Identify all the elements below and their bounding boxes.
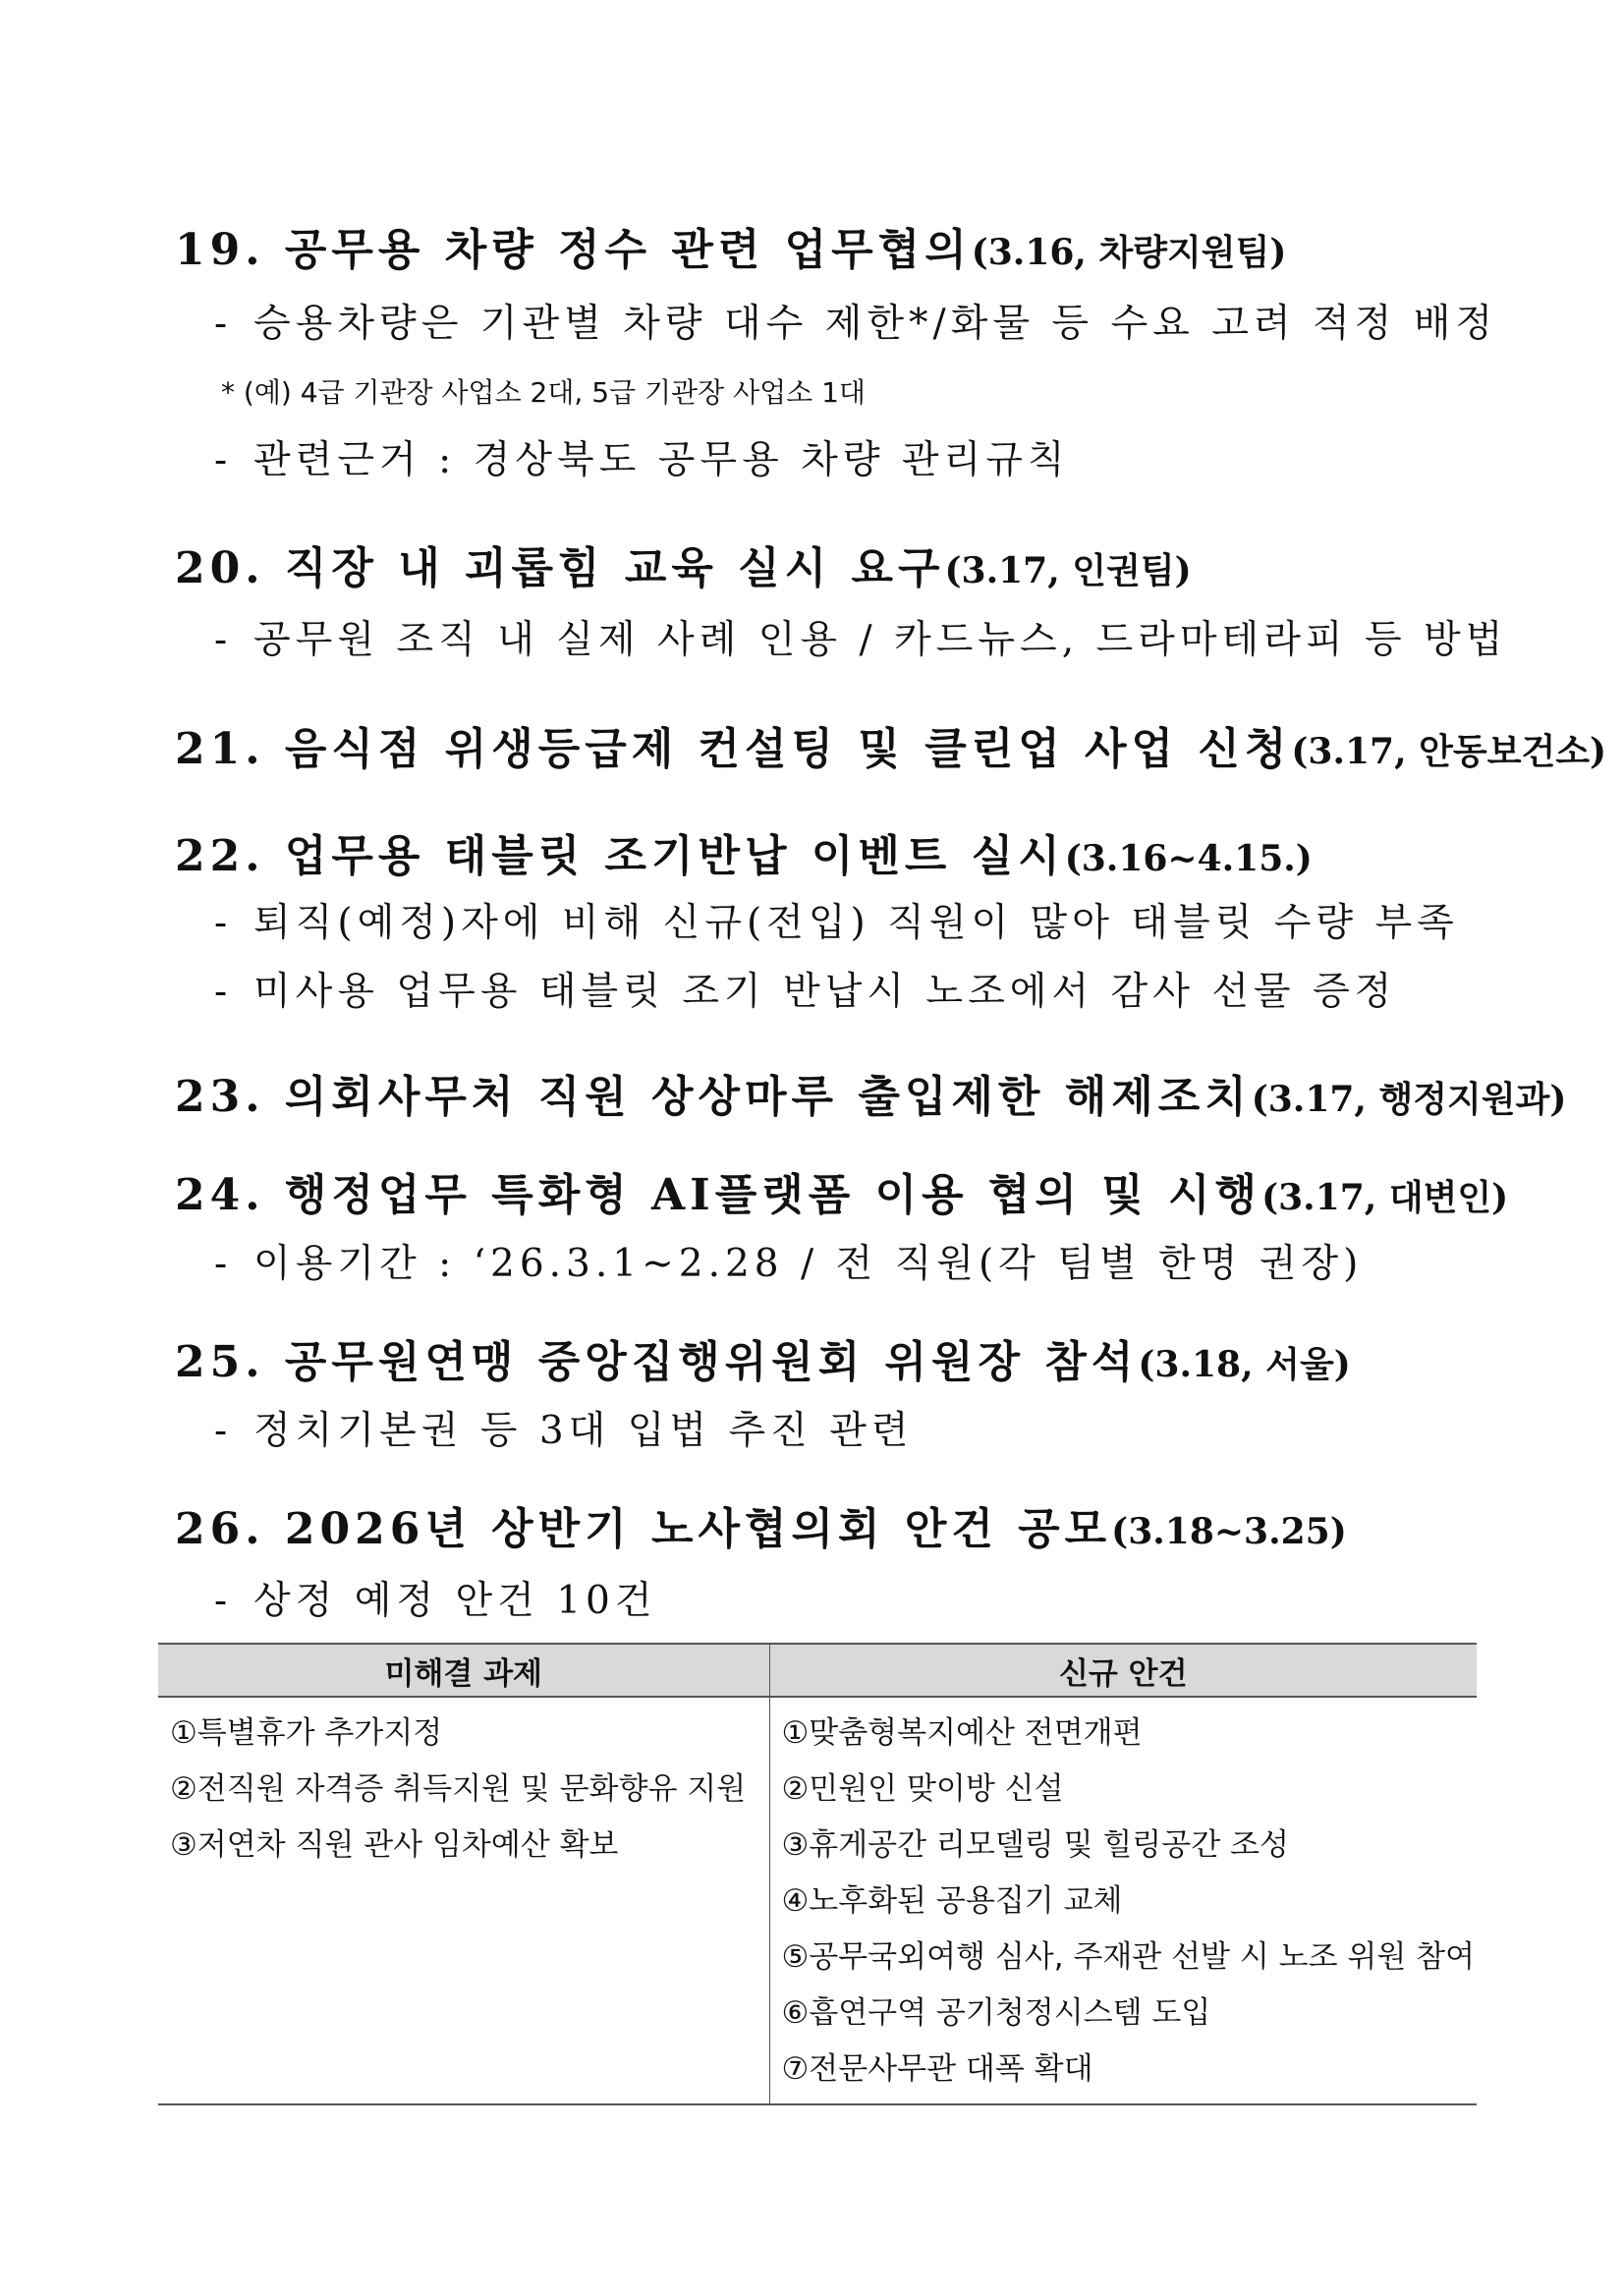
item-19-footnote: * (예) 4급 기관장 사업소 2대, 5급 기관장 사업소 1대 bbox=[221, 376, 866, 409]
item-23-title: 23. 의회사무처 직원 상상마루 출입제한 해제조치(3.17, 행정지원과) bbox=[175, 1072, 1567, 1122]
agenda-table bbox=[158, 1643, 1477, 2105]
item-26-title: 26. 2026년 상반기 노사협의회 안건 공모(3.18~3.25) bbox=[175, 1504, 1347, 1554]
list-item: ①특별휴가 추가지정 bbox=[170, 1715, 443, 1751]
header-unresolved: 미해결 과제 bbox=[158, 1644, 769, 1697]
list-item: ①맞춤형복지예산 전면개편 bbox=[781, 1715, 1143, 1751]
item-21-meta: (3.17, 안동보건소) bbox=[1291, 731, 1607, 772]
item-25-meta: (3.18, 서울) bbox=[1138, 1344, 1351, 1385]
list-item: ②민원인 맞이방 신설 bbox=[781, 1771, 1064, 1807]
list-item: ②전직원 자격증 취득지원 및 문화향유 지원 bbox=[170, 1771, 747, 1807]
item-24-bullet-1: - 이용기간 : ‘26.3.1~2.28 / 전 직원(각 팀별 한명 권장) bbox=[214, 1242, 1364, 1286]
item-19-bullet-2: - 관련근거 : 경상북도 공무용 차량 관리규칙 bbox=[214, 438, 1070, 482]
item-20-bullet-1: - 공무원 조직 내 실제 사례 인용 / 카드뉴스, 드라마테라피 등 방법 bbox=[214, 618, 1508, 662]
item-24-meta: (3.17, 대변인) bbox=[1261, 1177, 1509, 1218]
list-item: ⑤공무국외여행 심사, 주재관 선발 시 노조 위원 참여 bbox=[781, 1939, 1476, 1975]
item-22-bullet-2: - 미사용 업무용 태블릿 조기 반납시 노조에서 감사 선물 증정 bbox=[214, 970, 1397, 1014]
unresolved-list bbox=[158, 1697, 769, 2104]
list-item: ④노후화된 공용집기 교체 bbox=[781, 1883, 1123, 1919]
item-20-title: 20. 직장 내 괴롭힘 교육 실시 요구(3.17, 인권팀) bbox=[175, 543, 1192, 593]
list-item: ③휴게공간 리모델링 및 힐링공간 조성 bbox=[781, 1827, 1289, 1863]
list-item: ⑥흡연구역 공기청정시스템 도입 bbox=[781, 1995, 1211, 2031]
item-22-meta: (3.16~4.15.) bbox=[1064, 838, 1313, 879]
header-new-items: 신규 안건 bbox=[769, 1644, 1477, 1697]
item-24-title: 24. 행정업무 특화형 AI플랫폼 이용 협의 및 시행(3.17, 대변인) bbox=[175, 1170, 1509, 1220]
item-19-title: 19. 공무용 차량 정수 관련 업무협의(3.16, 차량지원팀) bbox=[175, 225, 1287, 275]
item-19-bullet-1: - 승용차량은 기관별 차량 대수 제한*/화물 등 수요 고려 적정 배정 bbox=[214, 302, 1498, 346]
item-25-bullet-1: - 정치기본권 등 3대 입법 추진 관련 bbox=[214, 1409, 914, 1453]
item-25-title: 25. 공무원연맹 중앙집행위원회 위원장 참석(3.18, 서울) bbox=[175, 1337, 1351, 1387]
item-20-meta: (3.17, 인권팀) bbox=[944, 550, 1192, 591]
item-19-meta: (3.16, 차량지원팀) bbox=[971, 232, 1287, 273]
item-21-title: 21. 음식점 위생등급제 컨설팅 및 클린업 사업 신청(3.17, 안동보건소) bbox=[175, 724, 1607, 774]
list-item: ③저연차 직원 관사 임차예산 확보 bbox=[170, 1827, 619, 1863]
item-26-meta: (3.18~3.25) bbox=[1111, 1511, 1347, 1552]
item-22-title: 22. 업무용 태블릿 조기반납 이벤트 실시(3.16~4.15.) bbox=[175, 831, 1313, 881]
list-item: ⑦전문사무관 대폭 확대 bbox=[781, 2051, 1093, 2087]
new-items-list bbox=[769, 1697, 1477, 2104]
item-26-bullet-1: - 상정 예정 안건 10건 bbox=[214, 1579, 657, 1623]
item-22-bullet-1: - 퇴직(예정)자에 비해 신규(전입) 직원이 많아 태블릿 수량 부족 bbox=[214, 901, 1459, 945]
item-23-meta: (3.17, 행정지원과) bbox=[1251, 1079, 1567, 1120]
